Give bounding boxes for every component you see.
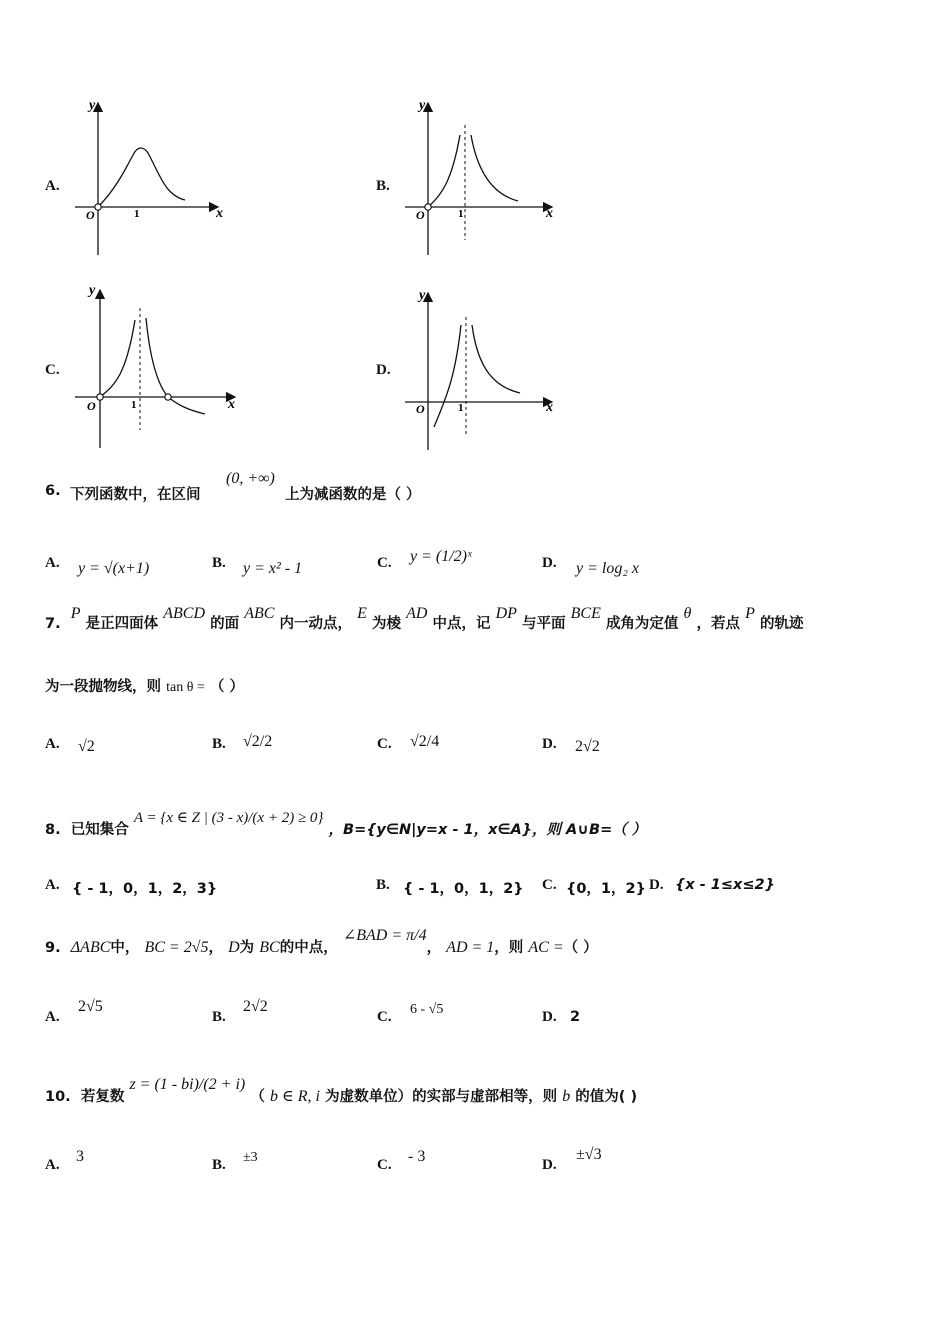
q9-opt-b: 2√2 [243,998,268,1015]
y-label: y [89,98,96,113]
q9-opt-d-label: D. [542,1009,557,1025]
curve-right [471,135,518,201]
q9-opt-d: 2 [570,1009,581,1025]
origin-label: O [86,208,95,222]
q6-opt-c-label: C. [377,555,392,571]
q9-opt-a: 2√5 [78,998,103,1015]
q7-opt-c: √2/4 [410,733,440,750]
graph-b [400,95,560,260]
q7-opt-a-label: A. [45,736,60,752]
q9-opt-c: 6 - √5 [410,1002,444,1017]
q7-opt-b: √2/2 [243,733,273,750]
q7-opt-d: 2√2 [575,738,600,755]
graph-d-label: D. [376,362,391,378]
q9-opt-b-label: B. [212,1009,226,1025]
q7-line2: 为一段抛物线，则 tan θ = （ ） [45,679,244,695]
q10-opt-d: ±√3 [576,1146,602,1163]
svg-text:O: O [87,399,96,413]
q8-opt-d-label: D. [649,877,664,893]
svg-text:y: y [89,283,96,298]
q10-stem: 10. 若复数 z = (1 - bi)/(2 + i) （ b ∈ R, i 为虚数单位）的实部与虚部相等，则 b 的值为( ) [45,1076,638,1105]
q6-opt-b-label: B. [212,555,226,571]
q8-opt-c: {0，1，2} [566,881,646,897]
q8-opt-b-label: B. [376,877,390,893]
q6-opt-a-label: A. [45,555,60,571]
q6-opt-d: y = log₂ x [576,560,640,577]
q6-interval: (0, +∞) [226,470,275,487]
q10-opt-a: 3 [76,1148,84,1165]
q10-opt-b-label: B. [212,1157,226,1173]
q7-opt-b-label: B. [212,736,226,752]
svg-text:O: O [416,208,425,222]
curve-left [428,135,460,207]
q10-opt-c-label: C. [377,1157,392,1173]
graph-c [70,280,245,450]
q6-opt-d-label: D. [542,555,557,571]
q8-stem: 8. 已知集合 A = {x ∈ Z | (3 - x)/(x + 2) ≥ 0} ，B={y∈N|y=x - 1，x∈A}，则 A∪B=（ ） [45,810,647,838]
q10-opt-d-label: D. [542,1157,557,1173]
q8-opt-a-label: A. [45,877,60,893]
svg-text:x: x [228,397,235,412]
q7-line1: 7. P 是正四面体 ABCD 的面 ABC 内一动点， E 为棱 AD 中点，记 DP 与平面 BCE 成角为定值 θ ，若点 P 的轨迹 [45,605,804,632]
graph-a-label: A. [45,178,60,194]
q10-opt-b: ±3 [243,1150,258,1165]
q9-stem: 9. ΔABC中， BC = 2√5， D为 BC的中点， ∠BAD = π/4， AD = 1，则 AC =（ ） [45,927,598,956]
svg-text:y: y [419,98,426,113]
q7-opt-c-label: C. [377,736,392,752]
q10-opt-c: - 3 [408,1148,426,1165]
graph-d [400,285,565,455]
q6-text-before: 下列函数中，在区间 [70,487,201,503]
graph-c-label: C. [45,362,60,378]
svg-text:O: O [416,402,425,416]
svg-text:1: 1 [131,399,137,411]
x-label: x [216,206,223,221]
q6-text-after: 上为减函数的是（ ） [285,487,421,503]
curve [98,148,185,207]
q6-opt-b: y = x² - 1 [243,560,303,577]
svg-text:x: x [546,400,553,415]
root-hole [165,394,171,400]
q6-opt-c: y = (1/2)ˣ [410,548,472,565]
q8-opt-b: { - 1，0，1，2} [403,881,524,897]
q6-number: 6. [45,483,61,499]
svg-text:x: x [546,206,553,221]
q9-opt-a-label: A. [45,1009,60,1025]
q8-opt-c-label: C. [542,877,557,893]
graph-a [70,95,230,260]
q10-opt-a-label: A. [45,1157,60,1173]
graph-b-label: B. [376,178,390,194]
q6-opt-a: y = √(x+1) [78,560,150,577]
origin-hole [95,204,101,210]
svg-text:1: 1 [458,402,464,414]
q7-opt-d-label: D. [542,736,557,752]
svg-text:1: 1 [458,208,464,220]
q8-opt-a: { - 1，0，1，2，3} [72,881,218,897]
q8-opt-d: {x - 1≤x≤2} [675,877,775,893]
tick-label: 1 [134,208,140,220]
svg-text:y: y [419,288,426,303]
q9-opt-c-label: C. [377,1009,392,1025]
q7-opt-a: √2 [78,738,95,755]
